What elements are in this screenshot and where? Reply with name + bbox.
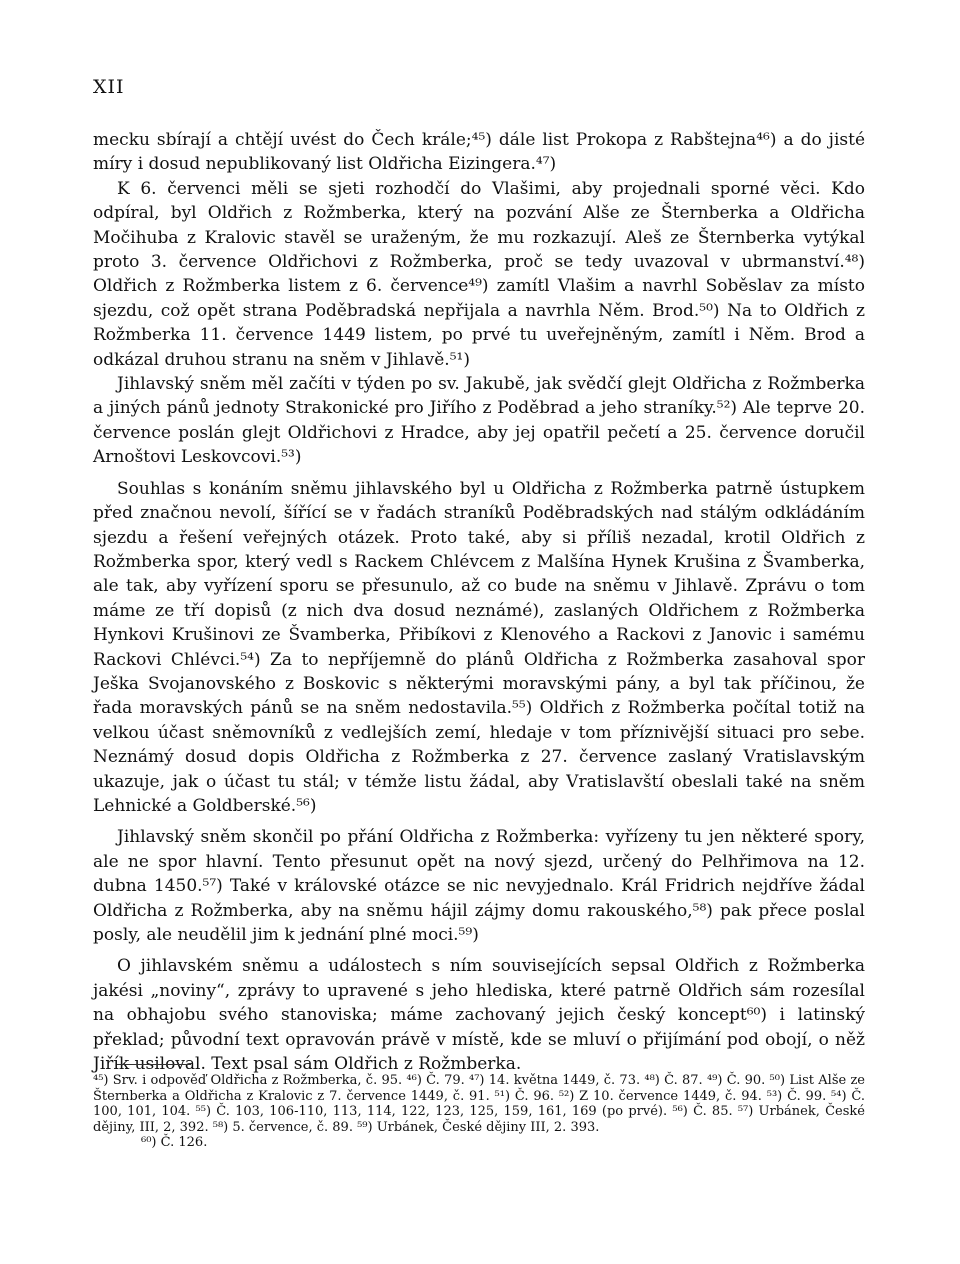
paragraph: O jihlavském sněmu a událostech s ním souvisejících sepsal Oldřich z Rožmberka jakési „noviny“, zprávy to upravené s jeho hlediska, které patrně Oldřich sám rozesílal na obhajobu svého stanoviska; máme zachovaný jejich český koncept⁶⁰) i latinský překlad; původní text opravován právě v místě, kde se mluví o přijímání pod obojí, o něž Jiřík usiloval. Text psal sám Oldřich z Rožmberka. (93, 956, 865, 1075)
paragraph: mecku sbírají a chtějí uvést do Čech krále;⁴⁵) dále list Prokopa z Rabštejna⁴⁶) a do jisté míry i dosud nepublikovaný list Oldřicha Eizingera.⁴⁷) (93, 130, 865, 175)
paragraph: Jihlavský sněm měl začíti v týden po sv. Jakubě, jak svědčí glejt Oldřicha z Rožmberka a jiných pánů jednoty Strakonické pro Jiřího z Poděbrad a jeho straníky.⁵²) Ale teprve 20. července poslán glejt Oldřichovi z Hradce, aby jej opatřil pečetí a 25. července doručil Arnoštovi Leskovcovi.⁵³) (93, 374, 865, 468)
paragraph: K 6. červenci měli se sjeti rozhodčí do Vlašimi, aby projednali sporné věci. Kdo odpíral, byl Oldřich z Rožmberka, který na pozvání Alše ze Šternberka a Oldřicha Močihuba z Kralovic stavěl se uraženým, že mu rozkazují. Aleš ze Šternberka vytýkal proto 3. července Oldřichovi z Rožmberka, proč se tedy uvazoval v ubrmanství.⁴⁸) Oldřich z Rožmberka listem z 6. července⁴⁹) zamítl Vlašim a navrhl Soběslav za místo sjezdu, což opět strana Poděbradská nepřijala a navrhla Něm. Brod.⁵⁰) Na to Oldřich z Rožmberka 11. července 1449 listem, po prvé tu uveřejněným, zamítl i Něm. Brod a odkázal druhou stranu na sněm v Jihlavě.⁵¹) (93, 178, 865, 370)
footnote-divider (117, 1064, 191, 1065)
footnote-block: ⁴⁵) Srv. i odpověď Oldřicha z Rožmberka, č. 95. ⁴⁶) Č. 79. ⁴⁷) 14. května 1449, č. 73. ⁴⁸) Č. 87. ⁴⁹) Č. 90. ⁵⁰) List Alše ze Šternberka a Oldřicha z Kralovic z 7. července 1449, č. 91. ⁵¹) Č. 96. ⁵²) Z 10. července 1449, č. 94. ⁵³) Č. 99. ⁵⁴) Č. 100, 101, 104. ⁵⁵) Č. 103, 106-110, 113, 114, 122, 123, 125, 159, 161, 169 (po prvé). ⁵⁶) Č. 85. ⁵⁷) Urbánek, České dějiny, III, 2, 392. ⁵⁸) 5. července, č. 89. ⁵⁹) Urbánek, České dějiny III, 2. 393. (93, 1073, 865, 1135)
footnote-block: ⁶⁰) Č. 126. (141, 1135, 208, 1151)
footnotes (93, 1073, 865, 1151)
paragraph: Jihlavský sněm skončil po přání Oldřicha z Rožmberka: vyřízeny tu jen některé spory, ale ne spor hlavní. Tento přesunut opět na nový sjezd, určený do Pelhřimova na 12. dubna 1450.⁵⁷) Také v královské otázce se nic nevyjednalo. Král Fridrich nejdříve žádal Oldřicha z Rožmberka, aby na sněmu hájil zájmy domu rakouského,⁵⁸) pak přece poslal posly, ale neudělil jim k jednání plné moci.⁵⁹) (93, 827, 865, 945)
page-number: XII (93, 76, 125, 98)
main-text (93, 128, 865, 1076)
paragraph: Souhlas s konáním sněmu jihlavského byl u Oldřicha z Rožmberka patrně ústupkem před značnou nevolí, šířící se v řadách straníků Poděbradských nad stálým odkládáním sjezdu a řešení veřejných otázek. Proto také, aby si příliš nezadal, krotil Oldřich z Rožmberka spor, který vedl s Rackem Chlévcem z Malšína Hynek Krušina z Švamberka, ale tak, aby vyřízení sporu se přesunulo, až co bude na sněmu v Jihlavě. Zprávu o tom máme ze tří dopisů (z nich dva dosud neznámé), zaslaných Oldřichem z Rožmberka Hynkovi Krušinovi ze Švamberka, Přibíkovi z Klenového a Rackovi z Janovic i samému Rackovi Chlévci.⁵⁴) Za to nepříjemně do plánů Oldřicha z Rožmberka zasahoval spor Ješka Svojanovského z Boskovic s některými moravskými pány, a byl tak příčinou, že řada moravských pánů se na sněm nedostavila.⁵⁵) Oldřich z Rožmberka počítal totiž na velkou účast sněmovníků z vedlejších zemí, hledaje v tom příznivější situaci pro sebe. Neznámý dosud dopis Oldřicha z Rožmberka z 27. července zaslaný Vratislavským ukazuje, jak o účast tu stál; v témže listu žádal, aby Vratislavští obeslali také na sněm Lehnické a Goldberské.⁵⁶) (93, 478, 865, 816)
